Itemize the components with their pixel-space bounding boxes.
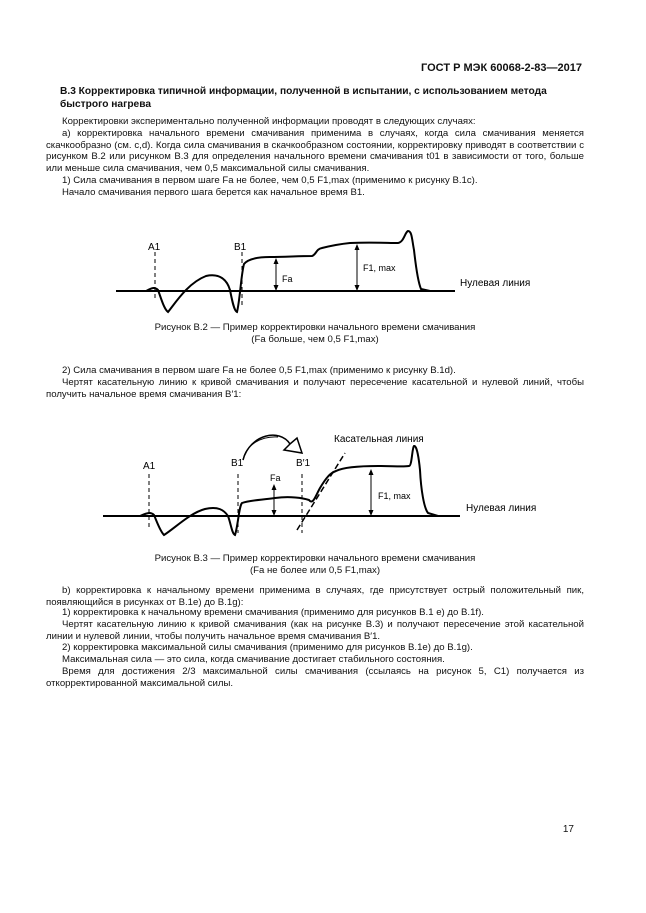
standard-header: ГОСТ Р МЭК 60068-2-83—2017 (421, 62, 582, 74)
item-1-paragraph: 1) Сила смачивания в первом шаге Fa не более, чем 0,5 F1,max (применимо к рисунку В.1с). (62, 175, 478, 186)
caption-line: Рисунок В.2 — Пример корректировки начального времени смачивания (154, 322, 476, 333)
item-a-paragraph: а) корректировка начального времени смачивания применима в случаях, когда сила смачивания меняется скачкообразно (см. с,d). Когда сила смачивания в скачкообразном состоянии, корректировку приводят в соответствии с рисунком В.2 или рисунком В.3 для определения начального времени смачивания t01 в зависимости от того, больше или меньше сила смачивания, чем 0,5 максимальной силы смачивания. (46, 128, 584, 174)
fig2-fa-label: Fa (282, 274, 293, 284)
fig3-b1-prime-label: B′1 (296, 458, 311, 469)
fig3-fa-label: Fa (270, 473, 281, 483)
section-title: В.3 Корректировка типичной информации, полученной в испытании, с использованием метода быстрого нагрева (60, 86, 547, 110)
caption-line: (Fa не более или 0,5 F1,max) (249, 565, 381, 576)
caption-line: Рисунок В.3 — Пример корректировки начального времени смачивания (154, 553, 476, 564)
item-b2-paragraph: 2) корректировка максимальной силы смачивания (применимо для рисунков В.1е) до В.1g). (62, 642, 473, 653)
fig2-f1max-label: F1, max (363, 263, 396, 273)
fig3-tangent-label: Касательная линия (334, 434, 424, 445)
caption-line: (Fa больше, чем 0,5 F1,max) (251, 334, 379, 345)
figure-b3-caption (46, 553, 584, 577)
figure-b2-caption (46, 322, 584, 346)
fig3-b1-label: B1 (231, 458, 244, 469)
item-b-paragraph: b) корректировка к начальному времени применима в случаях, где присутствует острый положительный пик, появляющийся в рисунках от В.1е) до В.1g): (46, 585, 584, 608)
item-b2b-paragraph: Максимальная сила — это сила, когда смачивание достигает стабильного состояния. (62, 654, 445, 665)
fig3-f1max-label: F1, max (378, 491, 411, 501)
intro-paragraph: Корректировки экспериментально полученной информации проводят в следующих случаях: (62, 116, 476, 127)
fig2-b1-label: B1 (234, 242, 247, 253)
fig2-zero-line-label: Нулевая линия (460, 278, 531, 289)
item-2-paragraph: 2) Сила смачивания в первом шаге Fa не более 0,5 F1,max (применимо к рисунку В.1d). (62, 365, 456, 376)
item-2b-paragraph: Чертят касательную линию к кривой смачивания и получают пересечение касательной и нулевой линий, чтобы получить начальное время смачивания B′1: (46, 377, 584, 400)
fig3-a1-label: A1 (143, 461, 156, 472)
item-b1-paragraph: 1) корректировка к начальному времени смачивания (применимо для рисунков В.1 е) до В.1f). (62, 607, 484, 618)
fig3-zero-line-label: Нулевая линия (466, 503, 537, 514)
item-1b-paragraph: Начало смачивания первого шага берется как начальное время B1. (62, 187, 365, 198)
curved-arrow (243, 435, 302, 460)
page-number: 17 (562, 824, 574, 835)
item-b1b-paragraph: Чертят касательную линию к кривой смачивания (как на рисунке В.3) и получают пересечение этой касательной линии и нулевой линии, чтобы получить начальное время смачивания B′1. (46, 619, 584, 642)
fig2-a1-label: A1 (148, 242, 161, 253)
item-b3-paragraph: Время для достижения 2/3 максимальной силы смачивания (ссылаясь на рисунок 5, С1) получается из откорректированной максимальной силы. (46, 666, 584, 689)
